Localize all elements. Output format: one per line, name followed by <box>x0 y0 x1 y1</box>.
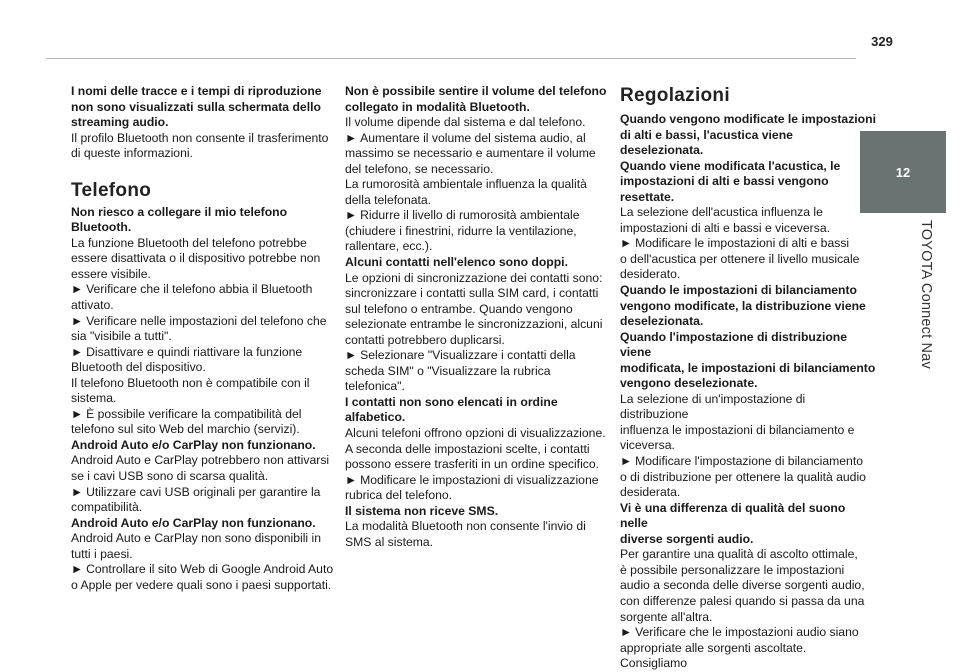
question <box>345 395 607 426</box>
text-line: Le opzioni di sincronizzazione dei contatti sono: <box>345 270 603 285</box>
answer <box>620 205 876 236</box>
text-line: sul telefono o entrambe. Quando vengono <box>345 301 573 316</box>
text-line: Bluetooth del dispositivo. <box>71 360 206 375</box>
question <box>620 501 876 548</box>
answer <box>345 271 607 349</box>
text-line: La modalità Bluetooth non consente l'invio di <box>345 519 586 534</box>
text-line: Verificare che il telefono abbia il Bluetooth <box>86 282 313 297</box>
column-middle <box>345 84 607 550</box>
text-line: o Apple per vedere quali sono i paesi supportati. <box>71 577 332 592</box>
column-right <box>620 84 876 672</box>
text-line: essere disattivata o il dispositivo potrebbe non <box>71 251 321 266</box>
bullet-arrow-icon: ► <box>345 130 358 145</box>
text-line: streaming audio. <box>71 115 169 130</box>
bullet-item <box>71 562 335 593</box>
text-line: di queste informazioni. <box>71 146 193 161</box>
text-line: Alcuni contatti nell'elenco sono doppi. <box>345 255 568 270</box>
text-line: vengono modificate, la distribuzione viene <box>620 298 866 313</box>
text-line: attivato. <box>71 298 114 313</box>
answer <box>71 376 335 407</box>
text-line: Quando l'impostazione di distribuzione viene <box>620 329 848 360</box>
text-line: alfabetico. <box>345 410 406 425</box>
text-line: desiderata. <box>620 485 681 500</box>
bullet-item <box>620 236 876 283</box>
answer <box>71 236 335 283</box>
text-line: Selezionare "Visualizzare i contatti della <box>360 348 576 363</box>
section-heading-telefono: Telefono <box>71 179 152 201</box>
bullet-item <box>71 314 335 345</box>
text-line: Alcuni telefoni offrono opzioni di visualizzazione. <box>345 426 606 441</box>
text-line: Vi è una differenza di qualità del suono nelle <box>620 500 846 531</box>
text-line: Ridurre il livello di rumorosità ambientale <box>360 208 580 223</box>
text-line: (chiudere i finestrini, ridurre la ventilazione, <box>345 223 577 238</box>
text-line: Android Auto e/o CarPlay non funzionano. <box>71 515 316 530</box>
text-line: La rumorosità ambientale influenza la qualità <box>345 177 587 192</box>
text-line: vengono deselezionate. <box>620 376 758 391</box>
text-line: SMS al sistema. <box>345 534 434 549</box>
text-line: rubrica del telefono. <box>345 488 453 503</box>
text-line: Il sistema non riceve SMS. <box>345 503 499 518</box>
question <box>345 255 607 271</box>
text-line: Disattivare e quindi riattivare la funzione <box>86 344 303 359</box>
text-line: Modificare le impostazioni di visualizzazione <box>360 472 599 487</box>
text-line: Verificare nelle impostazioni del telefono che <box>86 313 327 328</box>
text-line: o di distribuzione per ottenere la qualità audio <box>620 469 866 484</box>
text-line: non sono visualizzati sulla schermata dello <box>71 99 321 114</box>
answer <box>620 392 876 454</box>
bullet-item <box>620 625 876 672</box>
text-line: Modificare l'impostazione di bilanciamento <box>635 454 863 469</box>
text-line: Verificare che le impostazioni audio siano <box>635 625 859 640</box>
text-line: Quando vengono modificate le impostazioni <box>620 112 876 126</box>
answer <box>345 115 607 131</box>
text-line: deselezionata. <box>620 314 704 329</box>
text-line: Per garantire una qualità di ascolto ottimale, <box>620 547 858 562</box>
bullet-arrow-icon: ► <box>71 406 84 421</box>
text-line: Android Auto e CarPlay potrebbero non attivarsi <box>71 453 330 468</box>
answer <box>71 531 335 562</box>
text-line: collegato in modalità Bluetooth. <box>345 99 530 114</box>
text-line: Non è possibile sentire il volume del telefono <box>345 84 607 98</box>
bullet-arrow-icon: ► <box>71 313 84 328</box>
chapter-title: TOYOTA Connect Nav <box>918 220 934 369</box>
section-heading-regolazioni: Regolazioni <box>620 85 730 106</box>
text-line: Modificare le impostazioni di alti e bassi <box>635 236 850 251</box>
text-line: impostazioni di alti e bassi vengono <box>620 174 829 189</box>
text-line: La selezione dell'acustica influenza le <box>620 205 823 220</box>
bullet-arrow-icon: ► <box>620 454 633 469</box>
bullet-item <box>71 282 335 313</box>
bullet-arrow-icon: ► <box>345 208 358 223</box>
text-line: o dell'acustica per ottenere il livello musicale <box>620 251 860 266</box>
text-line: Il telefono Bluetooth non è compatibile con il <box>71 375 310 390</box>
bullet-arrow-icon: ► <box>345 348 358 363</box>
question <box>71 438 335 454</box>
bullet-arrow-icon: ► <box>620 625 633 640</box>
text-line: scheda SIM" o "Visualizzare la rubrica <box>345 363 551 378</box>
bullet-item <box>345 208 607 255</box>
text-line: essere visibile. <box>71 266 151 281</box>
bullet-arrow-icon: ► <box>71 484 84 499</box>
text-line: impostazioni di alti e bassi e viceversa. <box>620 220 830 235</box>
answer <box>71 131 335 162</box>
text-line: A seconda delle impostazioni scelte, i contatti <box>345 441 590 456</box>
text-line: Il profilo Bluetooth non consente il trasferimento <box>71 130 329 145</box>
text-line: La funzione Bluetooth del telefono potrebbe <box>71 235 307 250</box>
text-line: Quando viene modificata l'acustica, le <box>620 158 841 173</box>
text-line: Utilizzare cavi USB originali per garantire la <box>86 484 321 499</box>
question <box>620 283 876 392</box>
text-line: telefono sul sito Web del marchio (servizi). <box>71 422 300 437</box>
text-line: sincronizzare i contatti sulla SIM card, i contatti <box>345 286 599 301</box>
text-line: tutti i paesi. <box>71 546 133 561</box>
bullet-item <box>345 473 607 504</box>
text-line: contatti potrebbero duplicarsi. <box>345 332 505 347</box>
question <box>71 205 335 236</box>
text-line: della telefonata. <box>345 192 432 207</box>
text-line: sia "visibile a tutti". <box>71 329 172 344</box>
page-number: 329 <box>871 34 893 49</box>
text-line: Aumentare il volume del sistema audio, al <box>360 130 586 145</box>
answer <box>345 519 607 550</box>
text-line: rallentare, ecc.). <box>345 239 433 254</box>
text-line: I contatti non sono elencati in ordine <box>345 394 558 409</box>
bullet-item <box>71 485 335 516</box>
answer <box>345 177 607 208</box>
text-line: modificata, le impostazioni di bilanciamento <box>620 360 876 375</box>
bullet-arrow-icon: ► <box>345 472 358 487</box>
text-line: audio a seconda delle diverse sorgenti audio, <box>620 578 865 593</box>
column-left <box>71 84 335 593</box>
bullet-item <box>71 345 335 376</box>
bullet-item <box>71 407 335 438</box>
bullet-item <box>620 454 876 501</box>
bullet-arrow-icon: ► <box>71 282 84 297</box>
text-line: sistema. <box>71 391 117 406</box>
chapter-number: 12 <box>895 164 911 180</box>
text-line: I nomi delle tracce e i tempi di riproduzione <box>71 84 322 98</box>
header-rule <box>46 58 856 59</box>
text-line: con differenze palesi quando si passa da una <box>620 593 865 608</box>
text-line: Bluetooth. <box>71 220 132 235</box>
text-line: resettate. <box>620 189 675 204</box>
answer <box>345 426 607 473</box>
question <box>71 516 335 532</box>
text-line: Android Auto e/o CarPlay non funzionano. <box>71 437 316 452</box>
text-line: Il volume dipende dal sistema e dal telefono. <box>345 115 586 130</box>
bullet-arrow-icon: ► <box>620 236 633 251</box>
question <box>345 504 607 520</box>
text-line: diverse sorgenti audio. <box>620 531 754 546</box>
text-line: compatibilità. <box>71 500 143 515</box>
text-line: viceversa. <box>620 438 675 453</box>
text-line: Non riesco a collegare il mio telefono <box>71 204 288 219</box>
text-line: sorgente all'altra. <box>620 609 713 624</box>
text-line: È possibile verificare la compatibilità del <box>86 406 302 421</box>
text-line: La selezione di un'impostazione di distribuzione <box>620 391 806 422</box>
text-line: selezionate entrambe le sincronizzazioni, alcuni <box>345 317 603 332</box>
text-line: desiderato. <box>620 267 681 282</box>
text-line: telefonica". <box>345 379 405 394</box>
text-line: di alti e bassi, l'acustica viene deselezionata. <box>620 127 793 158</box>
answer <box>620 547 876 625</box>
text-line: se i cavi USB sono di scarsa qualità. <box>71 469 269 484</box>
text-line: è possibile personalizzare le impostazioni <box>620 562 845 577</box>
bullet-item <box>345 131 607 178</box>
question <box>620 112 876 205</box>
text-line: Quando le impostazioni di bilanciamento <box>620 283 858 298</box>
answer <box>71 453 335 484</box>
question <box>345 84 607 115</box>
text-line: appropriate alle sorgenti ascoltate. Consigliamo <box>620 640 807 671</box>
text-line: possono essere trasferiti in un ordine specifico. <box>345 457 600 472</box>
text-line: del telefono, se necessario. <box>345 161 494 176</box>
text-line: Controllare il sito Web di Google Android Auto <box>86 562 334 577</box>
text-line: Android Auto e CarPlay non sono disponibili in <box>71 531 322 546</box>
text-line: massimo se necessario e aumentare il volume <box>345 146 596 161</box>
bullet-arrow-icon: ► <box>71 344 84 359</box>
bullet-item <box>345 348 607 395</box>
question <box>71 84 335 131</box>
bullet-arrow-icon: ► <box>71 562 84 577</box>
text-line: influenza le impostazioni di bilanciamento e <box>620 422 855 437</box>
